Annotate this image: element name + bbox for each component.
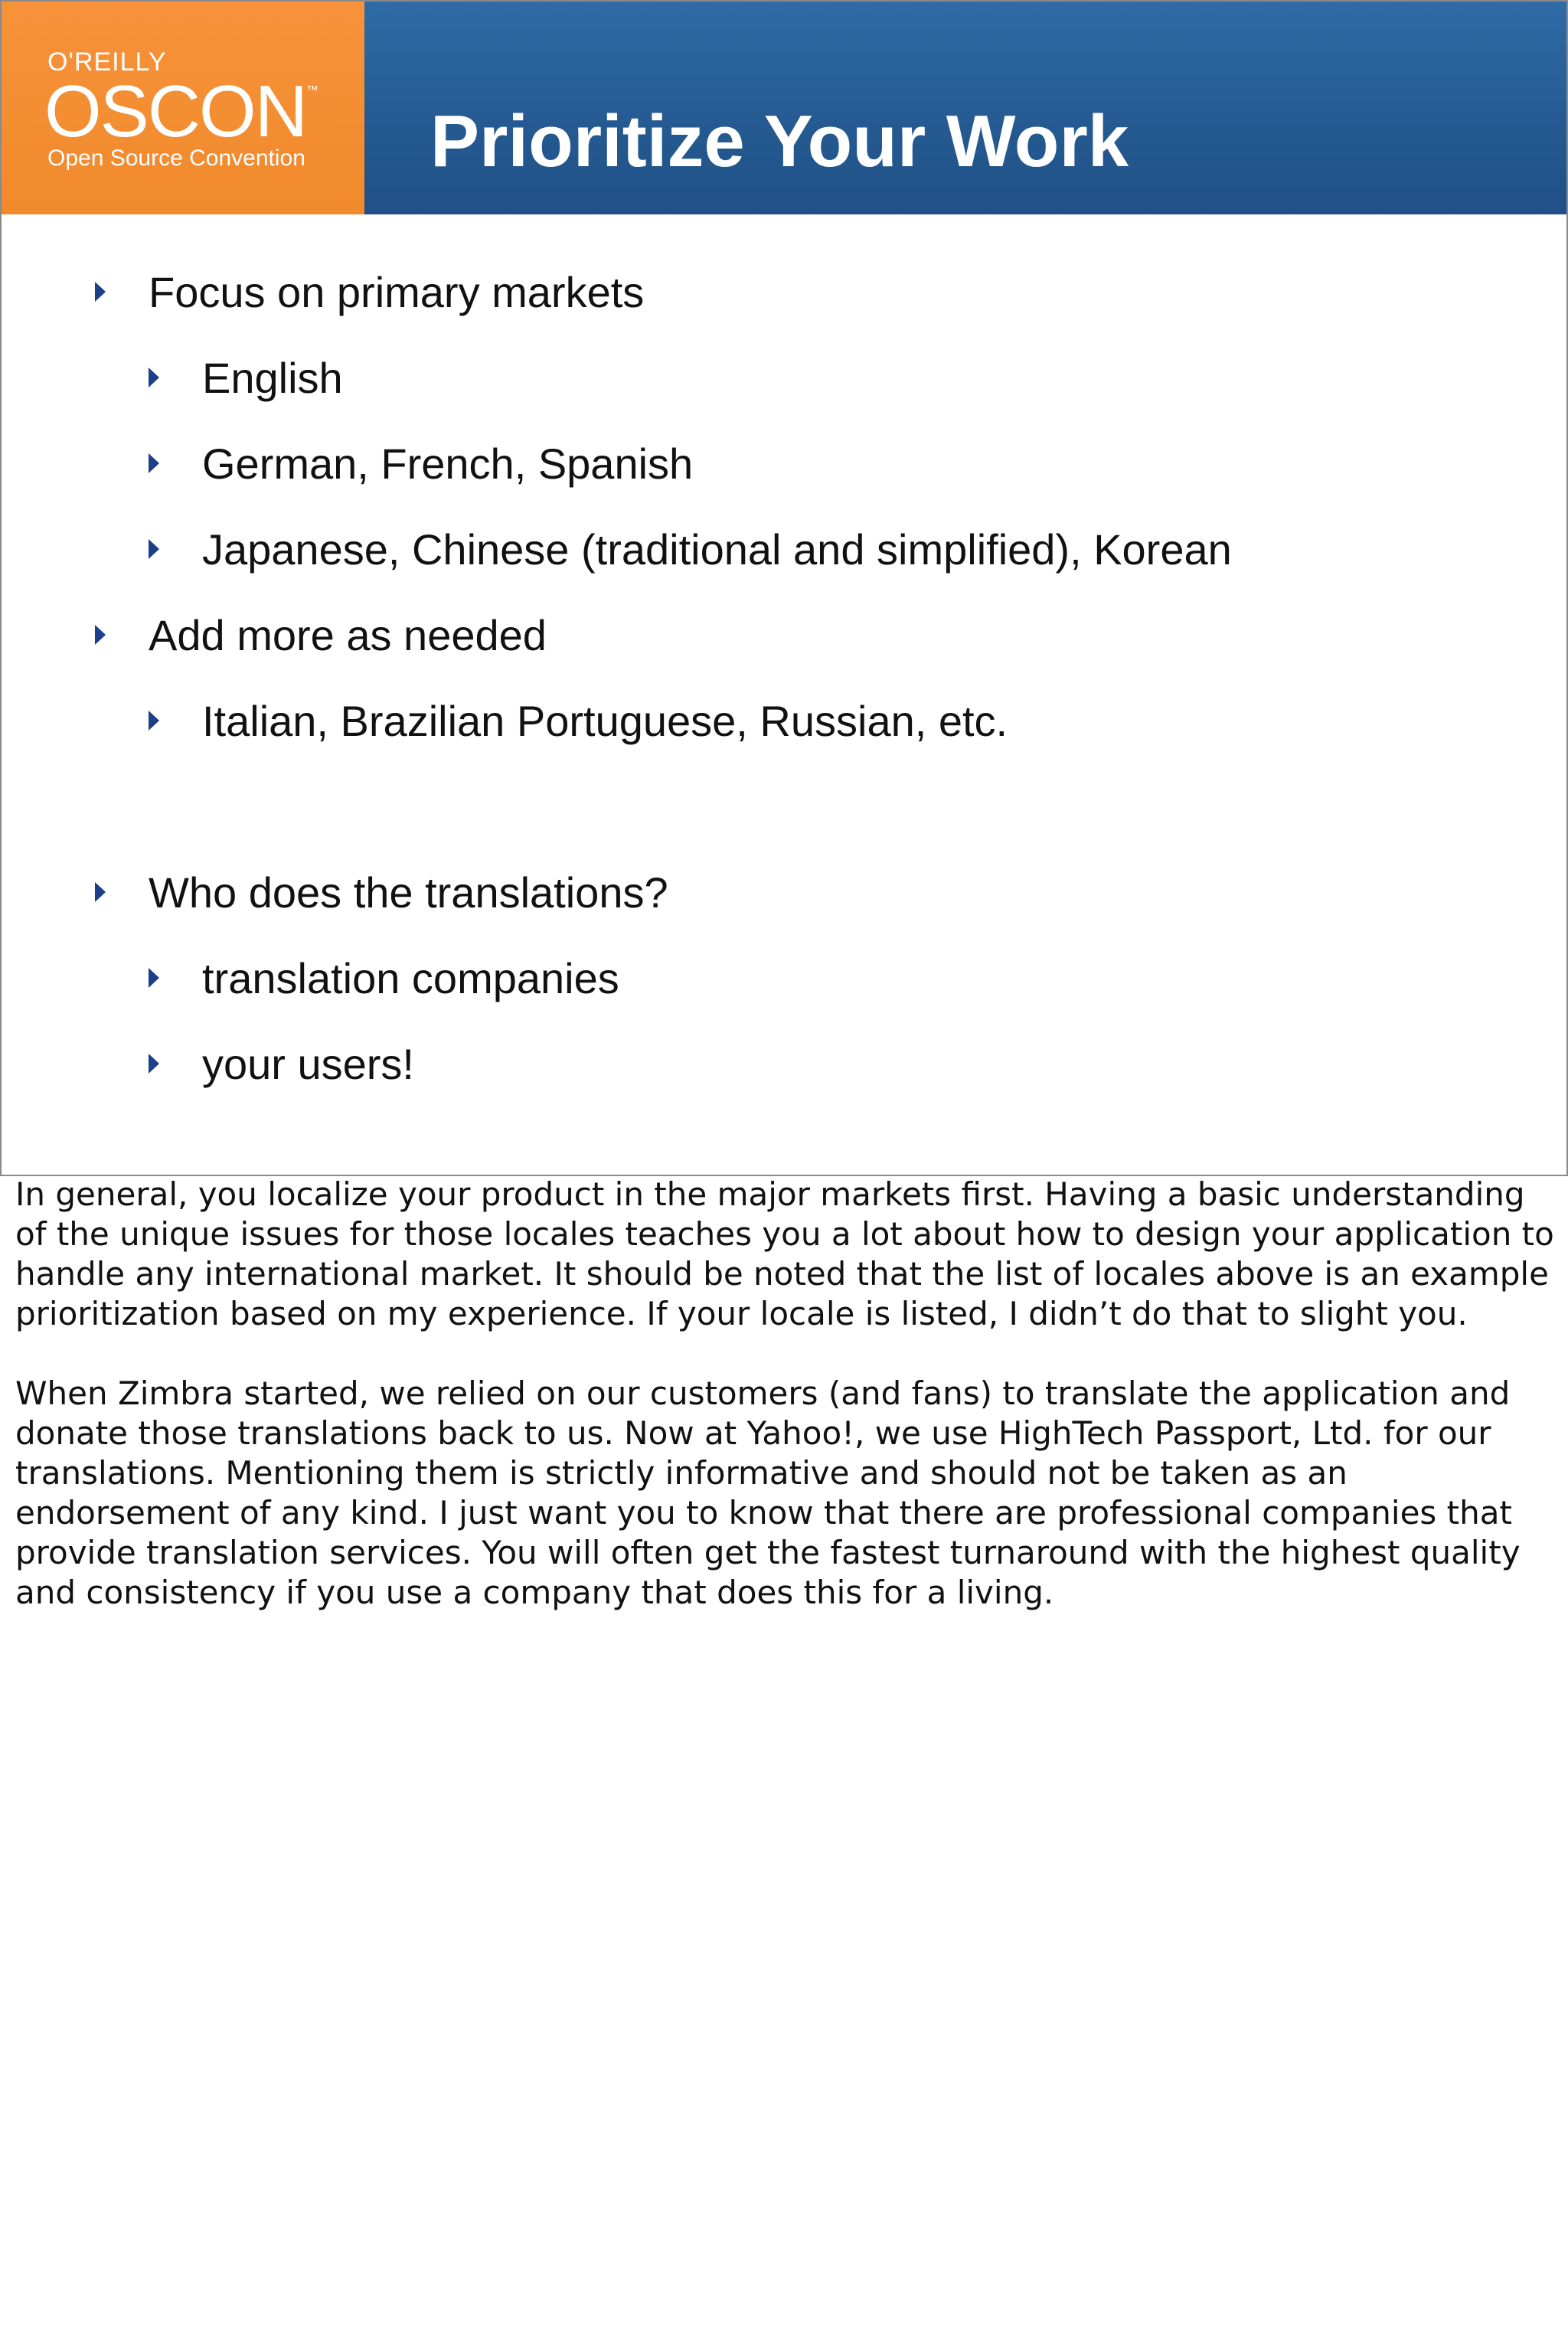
logo-trademark: ™ (306, 84, 318, 97)
bullet-text: translation companies (202, 953, 619, 1002)
bullet-item (95, 861, 668, 923)
bullet-arrow-icon (149, 711, 159, 731)
logo-tagline: Open Source Convention (47, 145, 305, 171)
bullet-arrow-icon (95, 282, 106, 302)
bullet-item (95, 604, 547, 665)
speaker-notes (15, 1175, 1554, 1652)
bullet-arrow-icon (149, 968, 159, 988)
bullet-text: German, French, Spanish (202, 439, 694, 488)
slide-title: Prioritize Your Work (430, 100, 1129, 182)
bullet-item (149, 1033, 414, 1094)
bullet-item (149, 347, 343, 408)
slide-header (2, 2, 1566, 214)
bullet-text: Italian, Brazilian Portuguese, Russian, etc. (202, 696, 1008, 745)
logo-publisher: O'REILLY (47, 47, 167, 77)
notes-paragraph: In general, you localize your product in the major markets first. Having a basic understanding of the unique issues for those locales teaches you a lot about how to design your application to handle any international market. It should be noted that the list of locales above is an example prioritization based on my experience. If your locale is listed, I didn’t do that to slight you. (15, 1175, 1554, 1332)
bullet-arrow-icon (149, 453, 159, 473)
bullet-item (149, 433, 693, 494)
notes-paragraph: When Zimbra started, we relied on our customers (and fans) to translate the application and donate those translations back to us. Now at Yahoo!, we use HighTech Passport, Ltd. for our translations. Mentioning them is strictly informative and should not be taken as an endorsement of any kind. I just want you to know that there are professional companies that provide translation services. You will often get the fastest turnaround with the highest quality and consistency if you use a company that does this for a living. (15, 1375, 1521, 1611)
bullet-text: English (202, 353, 343, 402)
bullet-text: Focus on primary markets (149, 267, 645, 316)
bullet-arrow-icon (95, 625, 106, 645)
bullet-item (149, 518, 1232, 580)
bullet-text: Who does the translations? (149, 868, 668, 917)
bullet-arrow-icon (149, 1054, 159, 1074)
bullet-item (149, 947, 619, 1008)
oscon-logo (2, 2, 364, 214)
bullet-arrow-icon (149, 368, 159, 387)
bullet-text: your users! (202, 1039, 414, 1088)
bullet-item (149, 690, 1008, 751)
bullet-arrow-icon (149, 539, 159, 559)
logo-name: OSCON (44, 70, 307, 152)
bullet-item (95, 261, 644, 322)
bullet-text: Japanese, Chinese (traditional and simplified), Korean (202, 525, 1232, 574)
bullet-arrow-icon (95, 882, 106, 902)
bullet-text: Add more as needed (149, 610, 547, 659)
